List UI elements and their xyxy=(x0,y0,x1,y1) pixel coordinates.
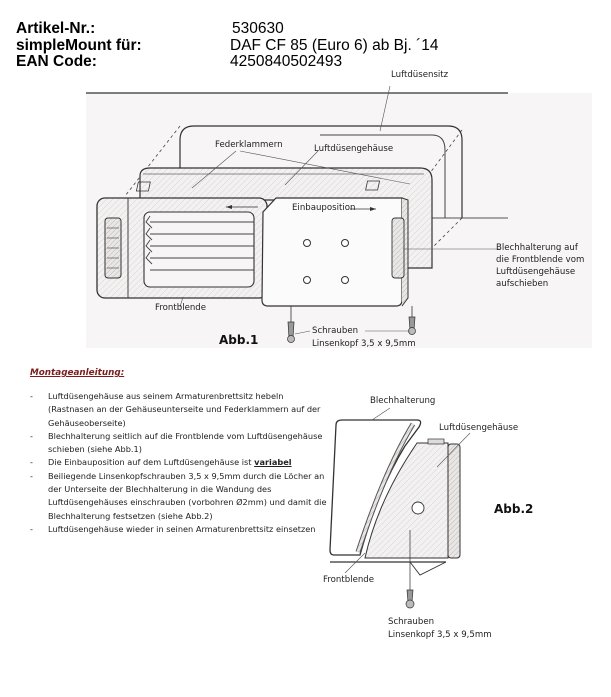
figure2-hole xyxy=(412,502,424,514)
step-highlight: variabel xyxy=(254,457,292,468)
step-text: Blechhalterung seitlich auf die Frontblende vom Luftdüsengehäuse schieben (siehe Abb.1) xyxy=(48,430,323,455)
instructions-list xyxy=(28,390,328,536)
fig2-label-frontblende: Frontblende xyxy=(323,575,375,585)
label-luftduesengehaeuse: Luftdüsengehäuse xyxy=(314,144,394,154)
instruction-step xyxy=(28,456,328,469)
ean-label: EAN Code: xyxy=(16,53,97,70)
vent-grille xyxy=(144,212,254,287)
step-text: Die Einbauposition auf dem Luftdüsengehäuse ist xyxy=(48,457,255,468)
ean-value: 4250840502493 xyxy=(230,53,343,70)
fig2-label-schrauben: Schrauben xyxy=(388,617,435,627)
fig2-label-linsenkopf: Linsenkopf 3,5 x 9,5mm xyxy=(388,630,492,640)
fig2-label-blechhalterung: Blechhalterung xyxy=(370,396,436,406)
label-blechhalterung-1: Blechhalterung auf xyxy=(496,243,578,253)
instruction-step xyxy=(28,390,328,430)
label-einbauposition: Einbauposition xyxy=(292,203,356,213)
instructions-title: Montageanleitung: xyxy=(30,368,125,378)
article-number-value: 530630 xyxy=(232,20,284,37)
step-text: Luftdüsengehäuse wieder in seinen Armaturenbrettsitz einsetzen xyxy=(48,523,316,534)
instruction-step xyxy=(28,523,328,536)
label-blechhalterung-4: aufschieben xyxy=(496,279,549,289)
screw-right-icon xyxy=(409,317,416,335)
label-frontblende: Frontblende xyxy=(155,303,207,313)
mount-value: DAF CF 85 (Euro 6) ab Bj. ´14 xyxy=(230,37,439,54)
label-blechhalterung-3: Luftdüsengehäuse xyxy=(496,267,576,277)
article-number-label: Artikel-Nr.: xyxy=(16,20,96,37)
step-text: Beiliegende Linsenkopfschrauben 3,5 x 9,5mm durch die Löcher an der Unterseite der Blechhalterung in die Wandung des Luftdüsengehäuses einschrauben (vorbohren Ø2mm) und damit die Blechhalterung festsetzen (siehe Abb.2) xyxy=(48,470,327,521)
instruction-step xyxy=(28,470,328,523)
instruction-step xyxy=(28,430,328,457)
figure2-caption: Abb.2 xyxy=(494,502,534,516)
label-schrauben: Schrauben xyxy=(312,326,359,336)
step-text: Luftdüsengehäuse aus seinem Armaturenbrettsitz hebeln (Rastnasen an der Gehäuseunterseite und Federklammern auf der Gehäuseoberseite) xyxy=(48,391,321,428)
label-federklammern: Federklammern xyxy=(215,140,283,150)
thumbwheel-right-icon xyxy=(392,218,404,278)
figure2-housing-tab xyxy=(428,439,444,444)
figure2-bracket-lip xyxy=(410,562,446,575)
label-linsenkopf: Linsenkopf 3,5 x 9,5mm xyxy=(312,339,416,349)
label-luftduesensitz: Luftdüsensitz xyxy=(391,70,449,80)
mount-label: simpleMount für: xyxy=(16,37,142,54)
figure2-screw-icon xyxy=(406,590,414,608)
label-blechhalterung-2: die Frontblende vom xyxy=(496,255,585,265)
screw-left-icon xyxy=(288,322,295,343)
figure1-caption: Abb.1 xyxy=(219,333,259,347)
sheet-metal-bracket xyxy=(262,198,402,306)
fig2-label-luftduesengehaeuse: Luftdüsengehäuse xyxy=(439,423,519,433)
figure2-front-plate xyxy=(448,444,460,558)
